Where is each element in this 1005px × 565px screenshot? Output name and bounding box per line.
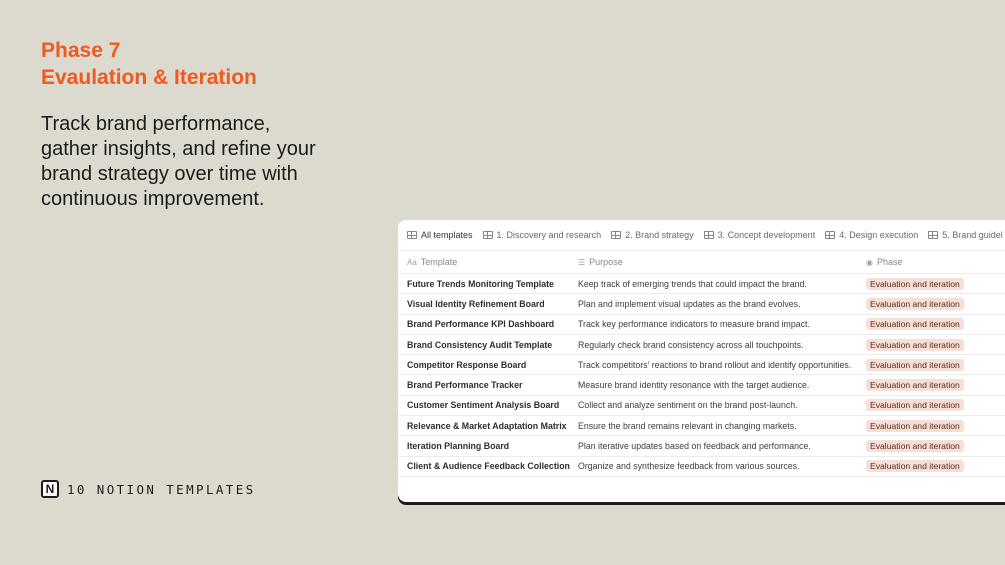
column-label: Phase — [876, 257, 903, 267]
phase-tag: Evaluation and iteration — [866, 399, 964, 411]
notion-database-card — [398, 220, 1005, 502]
notion-logo-icon: N — [41, 480, 59, 498]
tab-label: 1. Discovery and research — [496, 230, 602, 240]
template-name[interactable]: Future Trends Monitoring Template — [407, 278, 554, 289]
tab-label: 5. Brand guidel — [942, 230, 1003, 240]
view-tabs — [398, 220, 1005, 251]
phase-tag: Evaluation and iteration — [866, 339, 964, 351]
lines-icon: ☰ — [578, 258, 586, 267]
purpose-text: Keep track of emerging trends that could impact the brand. — [578, 278, 807, 289]
tab-brand-guidelines[interactable] — [928, 230, 1003, 240]
phase-tag: Evaluation and iteration — [866, 359, 964, 371]
template-name[interactable]: Brand Consistency Audit Template — [407, 339, 553, 350]
table-icon — [407, 231, 417, 239]
phase-tag: Evaluation and iteration — [866, 460, 964, 472]
table-row[interactable] — [398, 315, 1005, 335]
purpose-text: Regularly check brand consistency across all touchpoints. — [578, 339, 804, 350]
table-row[interactable] — [398, 436, 1005, 456]
template-name[interactable]: Brand Performance Tracker — [407, 380, 523, 391]
tab-label: 2. Brand strategy — [625, 230, 694, 240]
template-name[interactable]: Client & Audience Feedback Collection — [407, 461, 570, 472]
phase-tag: Evaluation and iteration — [866, 298, 964, 310]
table-header — [398, 251, 1005, 274]
purpose-text: Plan and implement visual updates as the brand evolves. — [578, 298, 801, 309]
description-line: brand strategy over time with — [41, 163, 298, 185]
table-row[interactable] — [398, 396, 1005, 416]
table-icon — [704, 231, 714, 239]
brand-name: 10 NOTION TEMPLATES — [67, 481, 256, 497]
tab-brand-strategy[interactable] — [611, 230, 694, 240]
template-name[interactable]: Competitor Response Board — [407, 359, 527, 370]
column-header-purpose[interactable] — [578, 257, 866, 267]
table-row[interactable] — [398, 294, 1005, 314]
phase-description — [41, 112, 371, 212]
template-name[interactable]: Relevance & Market Adaptation Matrix — [407, 420, 567, 431]
table-row[interactable] — [398, 274, 1005, 294]
table-row[interactable] — [398, 335, 1005, 355]
table-row[interactable] — [398, 457, 1005, 477]
purpose-text: Plan iterative updates based on feedback and performance. — [578, 441, 811, 452]
table-icon — [611, 231, 621, 239]
tab-design-execution[interactable] — [825, 230, 918, 240]
table-icon — [825, 231, 835, 239]
template-name[interactable]: Visual Identity Refinement Board — [407, 298, 545, 309]
table-row[interactable] — [398, 375, 1005, 395]
text-property-icon: Aa — [407, 258, 417, 267]
tab-label: 4. Design execution — [839, 230, 919, 240]
purpose-text: Collect and analyze sentiment on the brand post-launch. — [578, 400, 798, 411]
phase-number: Phase 7 — [41, 39, 121, 62]
phase-title: Evaulation & Iteration — [41, 66, 257, 89]
status-icon: ◉ — [866, 258, 873, 267]
description-line: Track brand performance, — [41, 113, 271, 135]
brand-footer — [41, 480, 256, 498]
purpose-text: Organize and synthesize feedback from various sources. — [578, 461, 800, 472]
phase-tag: Evaluation and iteration — [866, 440, 964, 452]
description-line: gather insights, and refine your — [41, 138, 316, 160]
table-icon — [483, 231, 493, 239]
phase-tag: Evaluation and iteration — [866, 420, 964, 432]
tab-concept-development[interactable] — [704, 230, 816, 240]
purpose-text: Track competitors' reactions to brand rollout and identify opportunities. — [578, 359, 852, 370]
table-icon — [928, 231, 938, 239]
template-name[interactable]: Customer Sentiment Analysis Board — [407, 400, 560, 411]
column-header-phase[interactable] — [866, 257, 1005, 267]
phase-heading — [41, 37, 257, 91]
template-name[interactable]: Iteration Planning Board — [407, 441, 510, 452]
column-label: Template — [420, 257, 458, 267]
purpose-text: Measure brand identity resonance with the target audience. — [578, 380, 810, 391]
tab-all-templates[interactable] — [407, 230, 473, 240]
table-row[interactable] — [398, 355, 1005, 375]
phase-tag: Evaluation and iteration — [866, 318, 964, 330]
purpose-text: Track key performance indicators to measure brand impact. — [578, 319, 810, 330]
tab-label: 3. Concept development — [717, 230, 816, 240]
table-row[interactable] — [398, 416, 1005, 436]
phase-tag: Evaluation and iteration — [866, 278, 964, 290]
phase-tag: Evaluation and iteration — [866, 379, 964, 391]
tab-discovery-and-research[interactable] — [483, 230, 602, 240]
purpose-text: Ensure the brand remains relevant in changing markets. — [578, 420, 797, 431]
tab-label: All templates — [421, 230, 473, 240]
column-label: Purpose — [589, 257, 623, 267]
description-line: continuous improvement. — [41, 188, 265, 210]
column-header-template[interactable] — [398, 257, 578, 267]
template-name[interactable]: Brand Performance KPI Dashboard — [407, 319, 555, 330]
table-body — [398, 274, 1005, 477]
